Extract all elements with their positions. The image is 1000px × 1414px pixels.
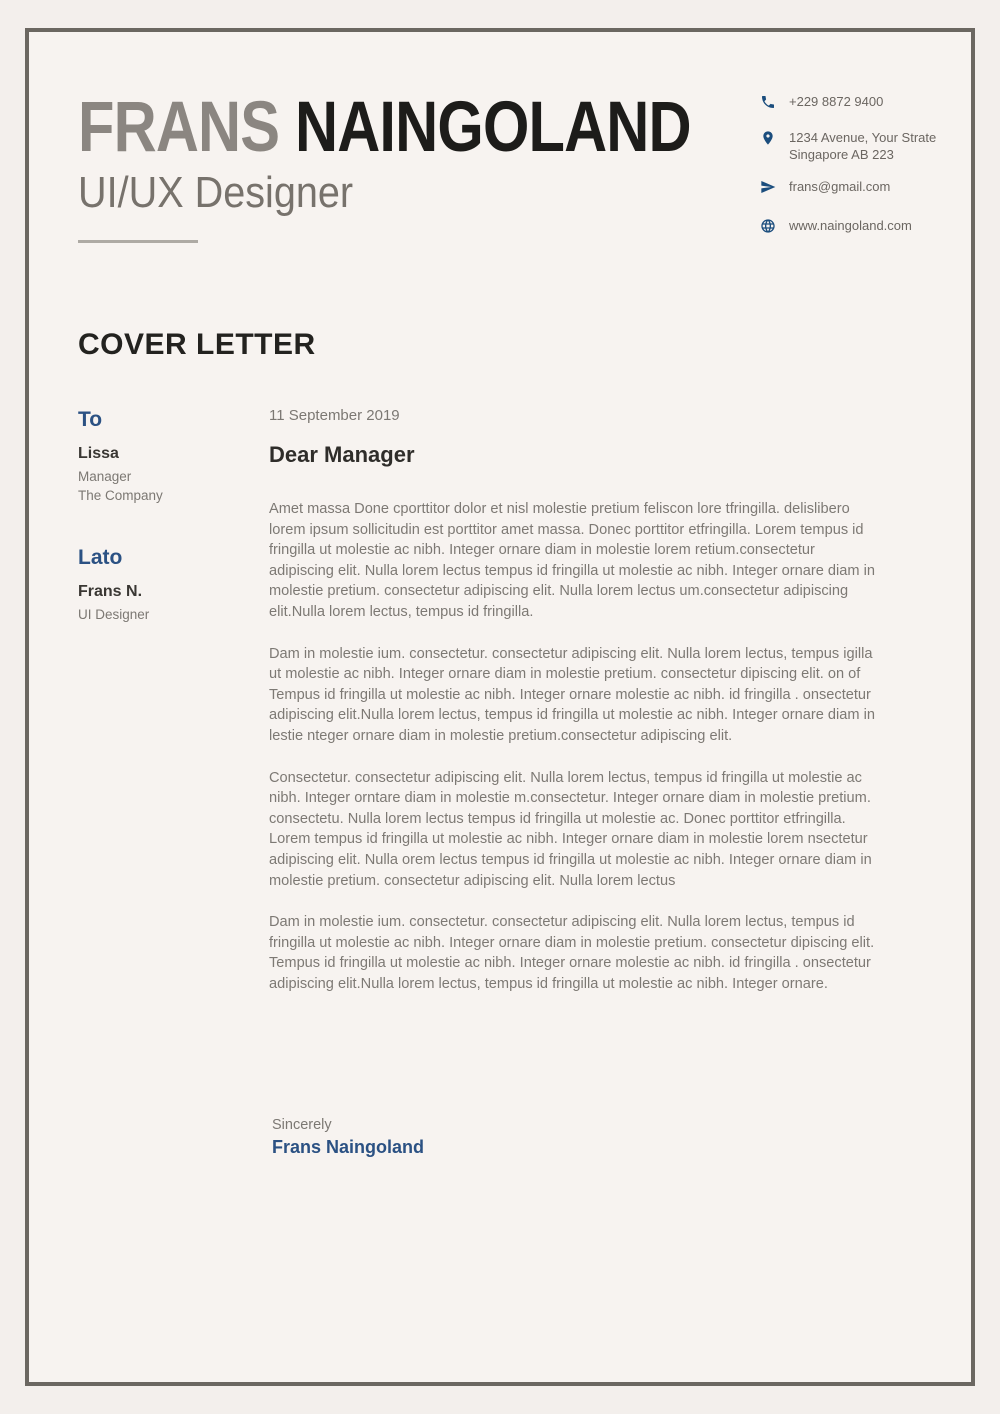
section-title: COVER LETTER — [78, 328, 316, 361]
phone-number: +229 8872 9400 — [789, 94, 884, 109]
paragraph-3: Consectetur. consectetur adipiscing elit. Nulla lorem lectus, tempus id fringilla ut molestie ac nibh. Integer orntare diam in molestie m.consectetur. Integer ornare diam in molestie pretium. consectetu. Nulla lorem lectus tempus id fringilla ut molestie ac. Donec porttitor etfringilla. Lorem tempus id fringilla ut molestie ac nibh. Integer ornare diam in molestie lorem nsectetur adipiscing elit. Nulla orem lectus tempus id fringilla ut molestie ac nibh. Integer ornare diam in molestie pretium. consectetur adipiscing elit. Nulla lorem lectus — [269, 769, 872, 889]
sender-block — [78, 546, 248, 624]
website-url: www.naingoland.com — [789, 218, 912, 233]
send-icon — [760, 179, 776, 195]
recipient-company: The Company — [78, 488, 163, 503]
paragraph-2: Dam in molestie ium. consectetur. consectetur adipiscing elit. Nulla lorem lectus, tempus igilla ut molestie ac nibh. Integer ornare diam in molestie pretium. consectetur dipiscing elit. on of Tempus id fringilla ut molestie ac nibh. Integer ornare molestie ac nibh. id fringilla . onsectetur adipiscing elit.Nulla lorem lectus, tempus id fringilla ut molestie ac nibh. Integer ornare diam in lestie nteger ornare diam in molestie pretium.consectetur adipiscing elit. — [269, 645, 875, 744]
address-text — [789, 129, 936, 163]
address-line-2: Singapore AB 223 — [789, 147, 894, 162]
contact-address — [760, 129, 936, 163]
contact-email — [760, 178, 890, 195]
sender-heading: Lato — [78, 546, 123, 569]
email-address: frans@gmail.com — [789, 179, 891, 194]
recipient-name: Lissa — [78, 445, 119, 462]
paragraph-4: Dam in molestie ium. consectetur. consectetur adipiscing elit. Nulla lorem lectus, tempus id fringilla ut molestie ac nibh. Integer ornare diam in molestie pretium. consectetur dipiscing elit. Tempus id fringilla ut molestie ac nibh. Integer ornare molestie ac nibh. id fringilla . onsectetur adipiscing elit.Nulla lorem lectus, tempus id fringilla ut molestie ac nibh. Integer ornare. — [269, 914, 875, 992]
contact-website — [760, 217, 912, 234]
signature-block — [272, 1117, 424, 1158]
location-icon — [760, 130, 776, 146]
sender-name: Frans N. — [78, 583, 143, 600]
letter-sidebar — [78, 408, 248, 624]
last-name: NAINGOLAND — [294, 88, 691, 167]
closing-text: Sincerely — [272, 1117, 332, 1133]
job-title: UI/UX Designer — [78, 168, 354, 217]
sender-role: UI Designer — [78, 607, 150, 622]
letter-date: 11 September 2019 — [269, 407, 400, 424]
paragraph-1: Amet massa Done cporttitor dolor et nisl molestie pretium feliscon lore tfringilla. delislibero lorem ipsum sollicitudin est porttitor amet massa. Donec porttitor etfringilla. Lorem tempus id fringilla ut molestie ac nibh. Integer ornare diam in molestie lorem retium.consectetur adipiscing elit. Nulla lorem lectus tempus id fringilla ut molestie ac nibh. Integer ornare diam in molestie pretium. consectetur adipiscing elit. Nulla lorem lectus um.consectetur adipiscing elit.Nulla lorem lectus, tempus id fringilla. — [269, 501, 875, 620]
phone-icon — [760, 94, 776, 110]
first-name: FRANS — [78, 88, 280, 167]
recipient-heading: To — [78, 408, 103, 431]
header-rule — [78, 240, 198, 243]
person-name — [78, 88, 691, 167]
salutation: Dear Manager — [269, 442, 415, 467]
address-line-1: 1234 Avenue, Your Strate — [789, 130, 937, 145]
letter-body — [269, 407, 877, 994]
signature-name: Frans Naingoland — [272, 1137, 425, 1157]
globe-icon — [760, 218, 776, 234]
recipient-role: Manager — [78, 469, 132, 484]
contact-phone — [760, 93, 883, 110]
